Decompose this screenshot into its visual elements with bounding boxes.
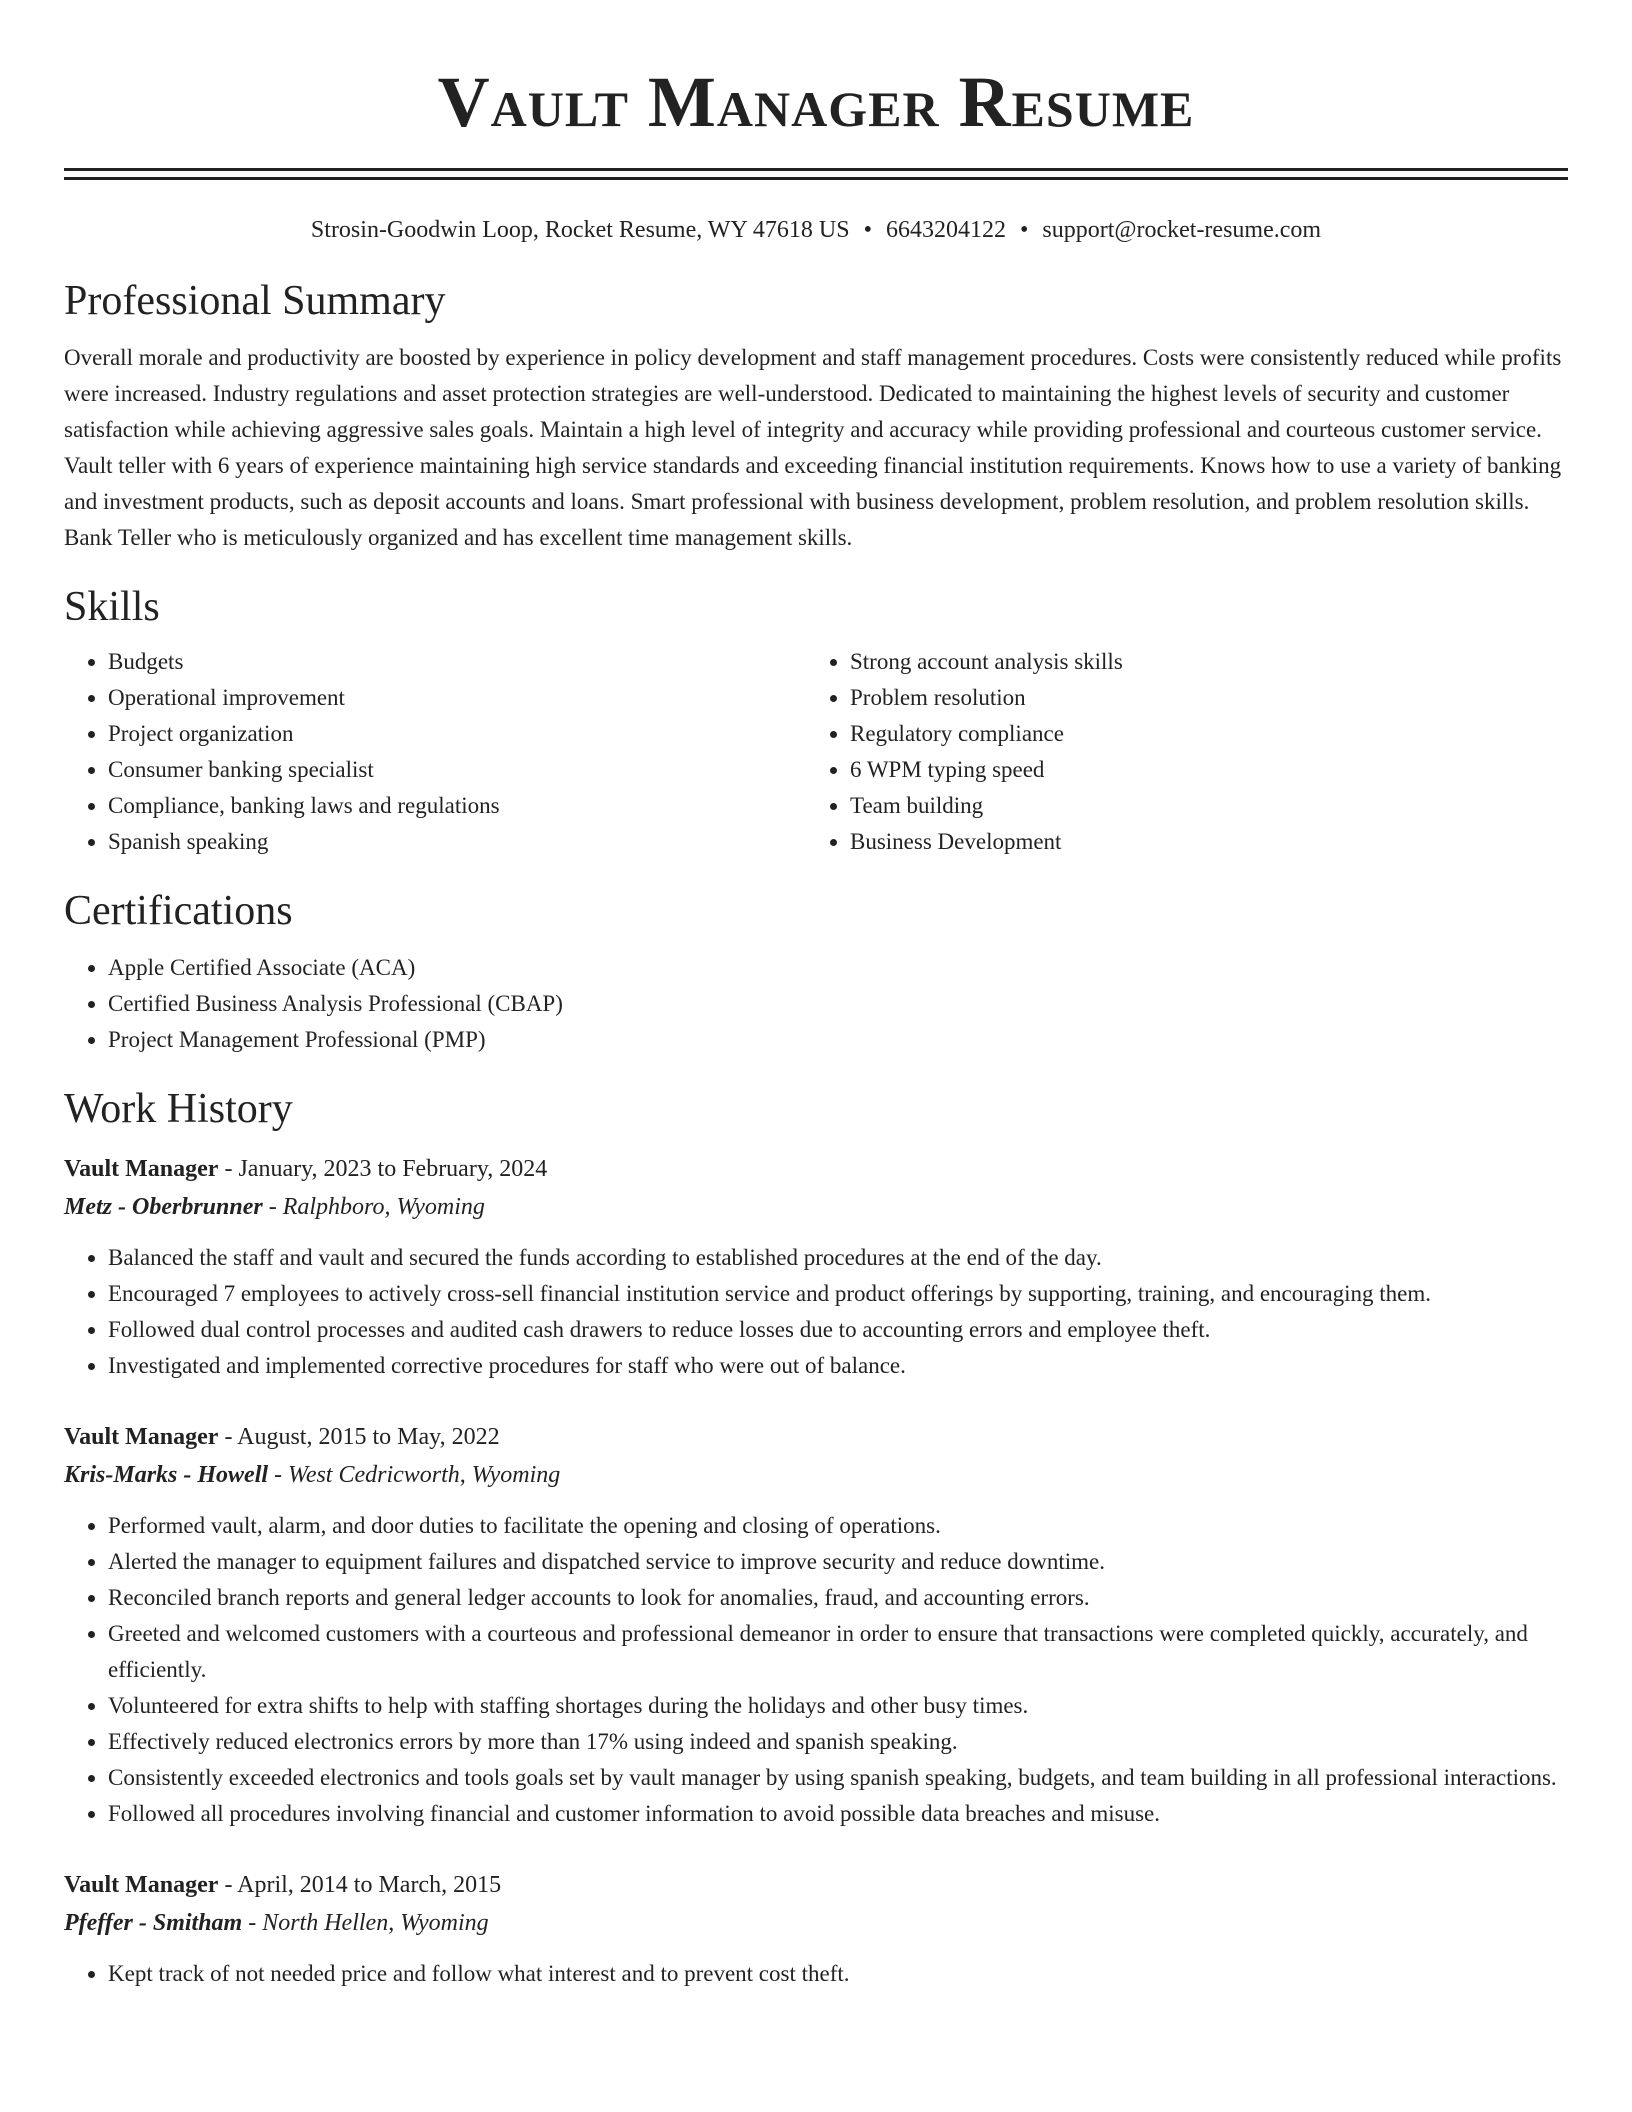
skill-item: • Problem resolution xyxy=(850,680,1548,716)
job-company-line xyxy=(64,1456,1568,1494)
job-bullet: • Alerted the manager to equipment failures and dispatched service to improve security and reduce downtime. xyxy=(108,1544,1568,1580)
certification-item: • Apple Certified Associate (ACA) xyxy=(108,950,1568,986)
job-entry xyxy=(64,1418,1568,1832)
job-bullet: • Followed dual control processes and audited cash drawers to reduce losses due to accounting errors and employee theft. xyxy=(108,1312,1568,1348)
contact-address: Strosin-Goodwin Loop, Rocket Resume, WY 47618 US xyxy=(310,217,850,243)
job-location: - North Hellen, Wyoming xyxy=(248,1910,489,1936)
contact-separator: • xyxy=(863,217,872,243)
job-bullet: • Encouraged 7 employees to actively cross-sell financial institution service and product offerings by supporting, training, and encouraging them. xyxy=(108,1276,1568,1312)
skill-item: • Budgets xyxy=(108,644,806,680)
job-bullet: • Performed vault, alarm, and door duties to facilitate the opening and closing of operations. xyxy=(108,1508,1568,1544)
job-bullets xyxy=(64,1240,1568,1384)
skill-item: • 6 WPM typing speed xyxy=(850,752,1548,788)
job-title-line xyxy=(64,1150,1568,1188)
job-bullets xyxy=(64,1956,1568,1992)
contact-line xyxy=(64,214,1568,246)
contact-email: support@rocket-resume.com xyxy=(1042,217,1322,243)
skill-item: • Strong account analysis skills xyxy=(850,644,1548,680)
job-dates: - August, 2015 to May, 2022 xyxy=(224,1424,500,1450)
resume-title: Vault Manager Resume xyxy=(437,62,1195,142)
job-entry xyxy=(64,1866,1568,1992)
job-company-line xyxy=(64,1188,1568,1226)
job-company: Kris-Marks - Howell xyxy=(64,1462,269,1488)
resume-page xyxy=(64,0,1568,1992)
skills-grid xyxy=(64,644,1568,860)
skill-item: • Consumer banking specialist xyxy=(108,752,806,788)
job-bullet: • Balanced the staff and vault and secured the funds according to established procedures at the end of the day. xyxy=(108,1240,1568,1276)
job-bullet: • Kept track of not needed price and follow what interest and to prevent cost theft. xyxy=(108,1956,1568,1992)
job-company-line xyxy=(64,1904,1568,1942)
skill-item: • Operational improvement xyxy=(108,680,806,716)
job-bullet: • Reconciled branch reports and general ledger accounts to look for anomalies, fraud, and accounting errors. xyxy=(108,1580,1568,1616)
job-bullet: • Investigated and implemented corrective procedures for staff who were out of balance. xyxy=(108,1348,1568,1384)
contact-phone: 6643204122 xyxy=(885,217,1006,243)
job-title-line xyxy=(64,1866,1568,1904)
title-divider-bottom xyxy=(64,177,1568,180)
skill-item: • Project organization xyxy=(108,716,806,752)
skill-item: • Compliance, banking laws and regulations xyxy=(108,788,806,824)
contact-separator: • xyxy=(1019,217,1029,243)
job-title: Vault Manager xyxy=(64,1424,219,1450)
section-heading-skills: Skills xyxy=(64,584,160,630)
section-heading-certifications: Certifications xyxy=(64,888,293,934)
job-company: Metz - Oberbrunner xyxy=(64,1194,263,1220)
job-bullet: • Greeted and welcomed customers with a courteous and professional demeanor in order to ensure that transactions were completed quickly, accurately, and efficiently. xyxy=(108,1616,1568,1688)
certification-item: • Certified Business Analysis Professional (CBAP) xyxy=(108,986,1568,1022)
job-dates: - April, 2014 to March, 2015 xyxy=(224,1872,502,1898)
job-bullet: • Followed all procedures involving financial and customer information to avoid possible data breaches and misuse. xyxy=(108,1796,1568,1832)
skill-item: • Spanish speaking xyxy=(108,824,806,860)
job-company: Pfeffer - Smitham xyxy=(64,1910,243,1936)
job-title: Vault Manager xyxy=(64,1872,219,1898)
certifications-list xyxy=(64,950,1568,1058)
job-bullet: • Volunteered for extra shifts to help with staffing shortages during the holidays and other busy times. xyxy=(108,1688,1568,1724)
job-bullet: • Consistently exceeded electronics and tools goals set by vault manager by using spanish speaking, budgets, and team building in all professional interactions. xyxy=(108,1760,1568,1796)
summary-text: Overall morale and productivity are boosted by experience in policy development and staff management procedures. Costs were consistently reduced while profits were increased. Industry regulations and asset protection strategies are well-understood. Dedicated to maintaining the highest levels of security and customer satisfaction while achieving aggressive sales goals. Maintain a high level of integrity and accuracy while providing professional and courteous customer service. Vault teller with 6 years of experience maintaining high service standards and exceeding financial institution requirements. Knows how to use a variety of banking and investment products, such as deposit accounts and loans. Smart professional with business development, problem resolution, and problem resolution skills. Bank Teller who is meticulously organized and has excellent time management skills. xyxy=(64,345,1562,550)
skill-item: • Team building xyxy=(850,788,1548,824)
skill-item: • Regulatory compliance xyxy=(850,716,1548,752)
title-divider-top xyxy=(64,168,1568,171)
job-dates: - January, 2023 to February, 2024 xyxy=(224,1156,548,1182)
job-bullets xyxy=(64,1508,1568,1832)
skills-list-right xyxy=(806,644,1548,860)
skill-item: • Business Development xyxy=(850,824,1548,860)
job-title: Vault Manager xyxy=(64,1156,219,1182)
certification-item: • Project Management Professional (PMP) xyxy=(108,1022,1568,1058)
job-entry xyxy=(64,1150,1568,1384)
section-heading-work-history: Work History xyxy=(64,1086,293,1132)
job-title-line xyxy=(64,1418,1568,1456)
job-bullet: • Effectively reduced electronics errors by more than 17% using indeed and spanish speaking. xyxy=(108,1724,1568,1760)
section-heading-summary: Professional Summary xyxy=(64,278,446,324)
job-location: - Ralphboro, Wyoming xyxy=(268,1194,485,1220)
job-location: - West Cedricworth, Wyoming xyxy=(274,1462,561,1488)
skills-list-left xyxy=(64,644,806,860)
